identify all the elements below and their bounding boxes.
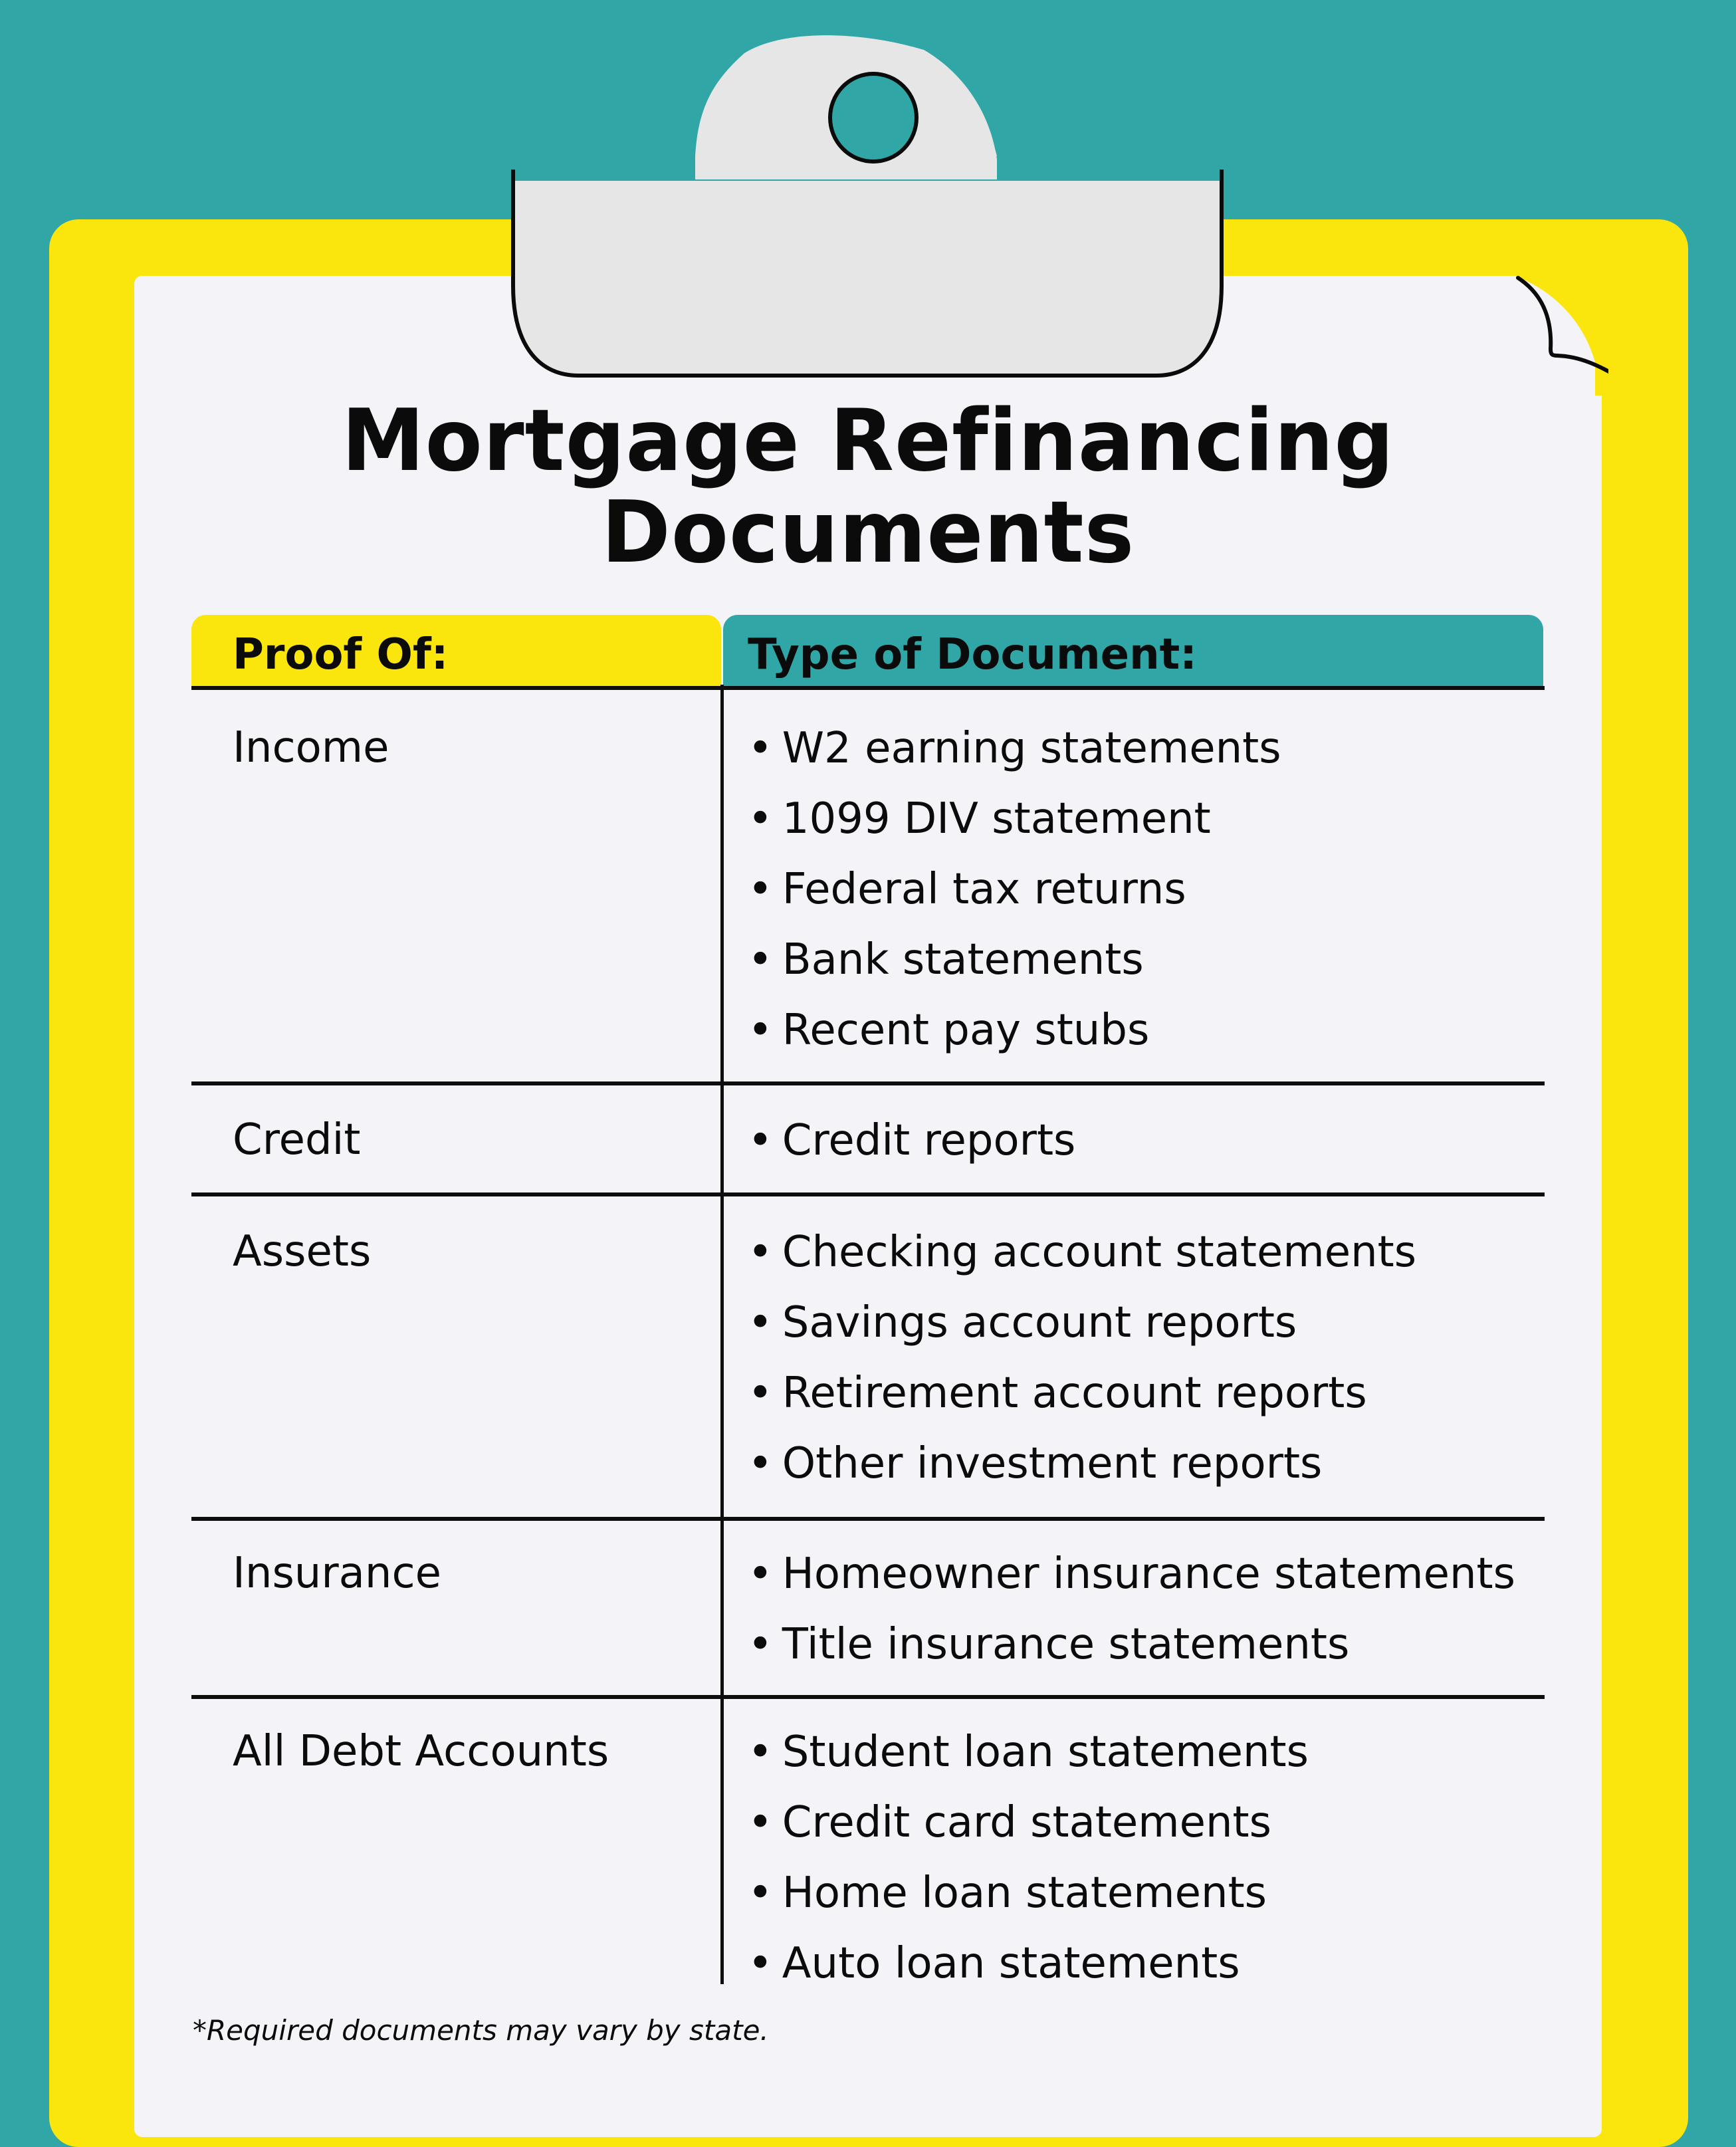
list-item: • Recent pay stubs: [748, 995, 1281, 1066]
list-item: • Other investment reports: [748, 1428, 1416, 1499]
list-item: • 1099 DIV statement: [748, 784, 1281, 854]
list-item: • Credit card statements: [748, 1787, 1309, 1858]
footnote: *Required documents may vary by state.: [193, 2014, 769, 2047]
list-item: • Auto loan statements: [748, 1928, 1309, 1999]
documents-assets: [748, 1217, 1416, 1499]
list-item: • Home loan statements: [748, 1858, 1309, 1928]
list-item: • Homeowner insurance statements: [748, 1539, 1515, 1609]
documents-insurance: [748, 1539, 1515, 1680]
proof-income: Income: [233, 723, 389, 772]
row-divider: [191, 1695, 1545, 1699]
list-item: • W2 earning statements: [748, 713, 1281, 784]
title-line-2: Documents: [601, 483, 1135, 582]
list-item: • Retirement account reports: [748, 1358, 1416, 1428]
title-line-1: Mortgage Refinancing: [341, 392, 1395, 491]
list-item: • Credit reports: [748, 1105, 1075, 1176]
list-item: • Checking account statements: [748, 1217, 1416, 1288]
proof-assets: Assets: [233, 1227, 372, 1276]
row-divider: [191, 1517, 1545, 1521]
list-item: • Student loan statements: [748, 1717, 1309, 1787]
proof-all-debt-accounts: All Debt Accounts: [233, 1727, 609, 1776]
list-item: • Federal tax returns: [748, 854, 1281, 925]
row-divider: [191, 1081, 1545, 1085]
documents-credit: [748, 1105, 1075, 1176]
page-curl-icon: [1489, 276, 1608, 396]
row-divider: [191, 1192, 1545, 1196]
list-item: • Bank statements: [748, 925, 1281, 995]
proof-credit: Credit: [233, 1115, 361, 1165]
list-item: • Title insurance statements: [748, 1609, 1515, 1680]
documents-all-debt-accounts: [748, 1717, 1309, 1999]
documents-income: [748, 713, 1281, 1066]
page-title: [149, 392, 1587, 582]
proof-insurance: Insurance: [233, 1549, 441, 1598]
list-item: • Savings account reports: [748, 1288, 1416, 1358]
row-divider: [191, 686, 1545, 690]
header-proof-of: Proof Of:: [233, 630, 449, 679]
column-divider: [720, 685, 724, 1984]
header-type-of-document: Type of Document:: [748, 630, 1197, 679]
